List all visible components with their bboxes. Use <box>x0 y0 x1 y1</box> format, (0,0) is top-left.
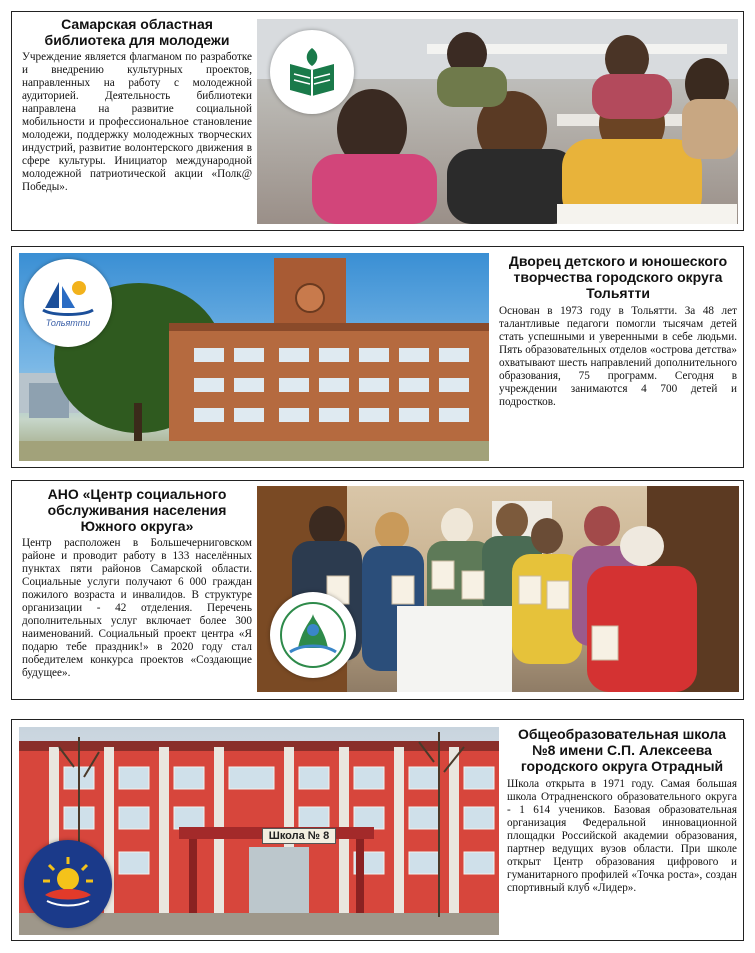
card-youth-palace <box>11 246 744 468</box>
sailboat-logo-icon <box>24 259 112 347</box>
card-youth-palace-text-block <box>499 253 737 409</box>
book-logo-icon <box>270 30 354 114</box>
card-library-text-block <box>22 16 252 194</box>
card-social-center <box>11 480 744 700</box>
sun-wave-logo-icon <box>24 840 112 928</box>
card-school-title: Общеобразовательная школа №8 имени С.П. Алексеева городского округа Отрадный <box>517 726 727 774</box>
social-center-logo-icon <box>270 592 356 678</box>
card-social-center-text: Центр расположен в Большечерниговском районе и проводит работу в 133 населённых пунктах пяти районов Самарской области. Социальные услуги получают 6 000 граждан пожилого возраста и инвалидов. В структуре организации - 42 отделения. Перечень дополнительных услуг включает более 300 наименований. Социальный проект центра «Я подарю тебе праздник!» в 2020 году стал победителем конкурса проектов «Создающие будущее». <box>22 537 252 679</box>
card-school-text: Школа открыта в 1971 году. Самая большая школа Отрадненского образовательного округа - 1 614 учеников. Базовая образовательная организация Федеральной инновационной площадки Российской академии образования, партнер ведущих вузов области. При школе открыт Центр образования цифрового и гуманитарного профилей «Точка роста», создан спортивный клуб «Лидер». <box>507 778 737 894</box>
card-library-title: Самарская областная библиотека для молодежи <box>44 16 230 48</box>
card-youth-palace-text: Основан в 1973 году в Тольятти. За 48 лет талантливые педагоги помогли тысячам детей стать успешными и уверенными в себе людьми. Пять образовательных отделов «острова детства» охватывают шесть направлений дополнительного образования, 75 программ. Сегодня в учреждении занимаются 4 700 детей и подростков. <box>499 305 737 408</box>
school-sign: Школа № 8 <box>262 828 336 844</box>
card-social-center-title: АНО «Центр социального обслуживания населения Южного округа» <box>47 486 227 534</box>
card-social-center-text-block <box>22 486 252 680</box>
card-school <box>11 719 744 941</box>
card-library <box>11 11 744 231</box>
sailboat-logo-caption: Тольятти <box>45 318 91 328</box>
card-school-text-block <box>507 726 737 895</box>
card-library-text: Учреждение является флагманом по разработке и внедрению культурных проектов, направленных на работу с молодежной аудиторией. Деятельность библиотеки направлена на развитие социальной мобильности и профессиональное становление молодежи, поддержку молодежных творческих индустрий, развитие волонтерского движения в сфере культуры. Инициатор международной молодежной патриотической акции «Полк@ Победы». <box>22 51 252 193</box>
card-youth-palace-title: Дворец детского и юношеского творчества городского округа Тольятти <box>508 253 728 301</box>
